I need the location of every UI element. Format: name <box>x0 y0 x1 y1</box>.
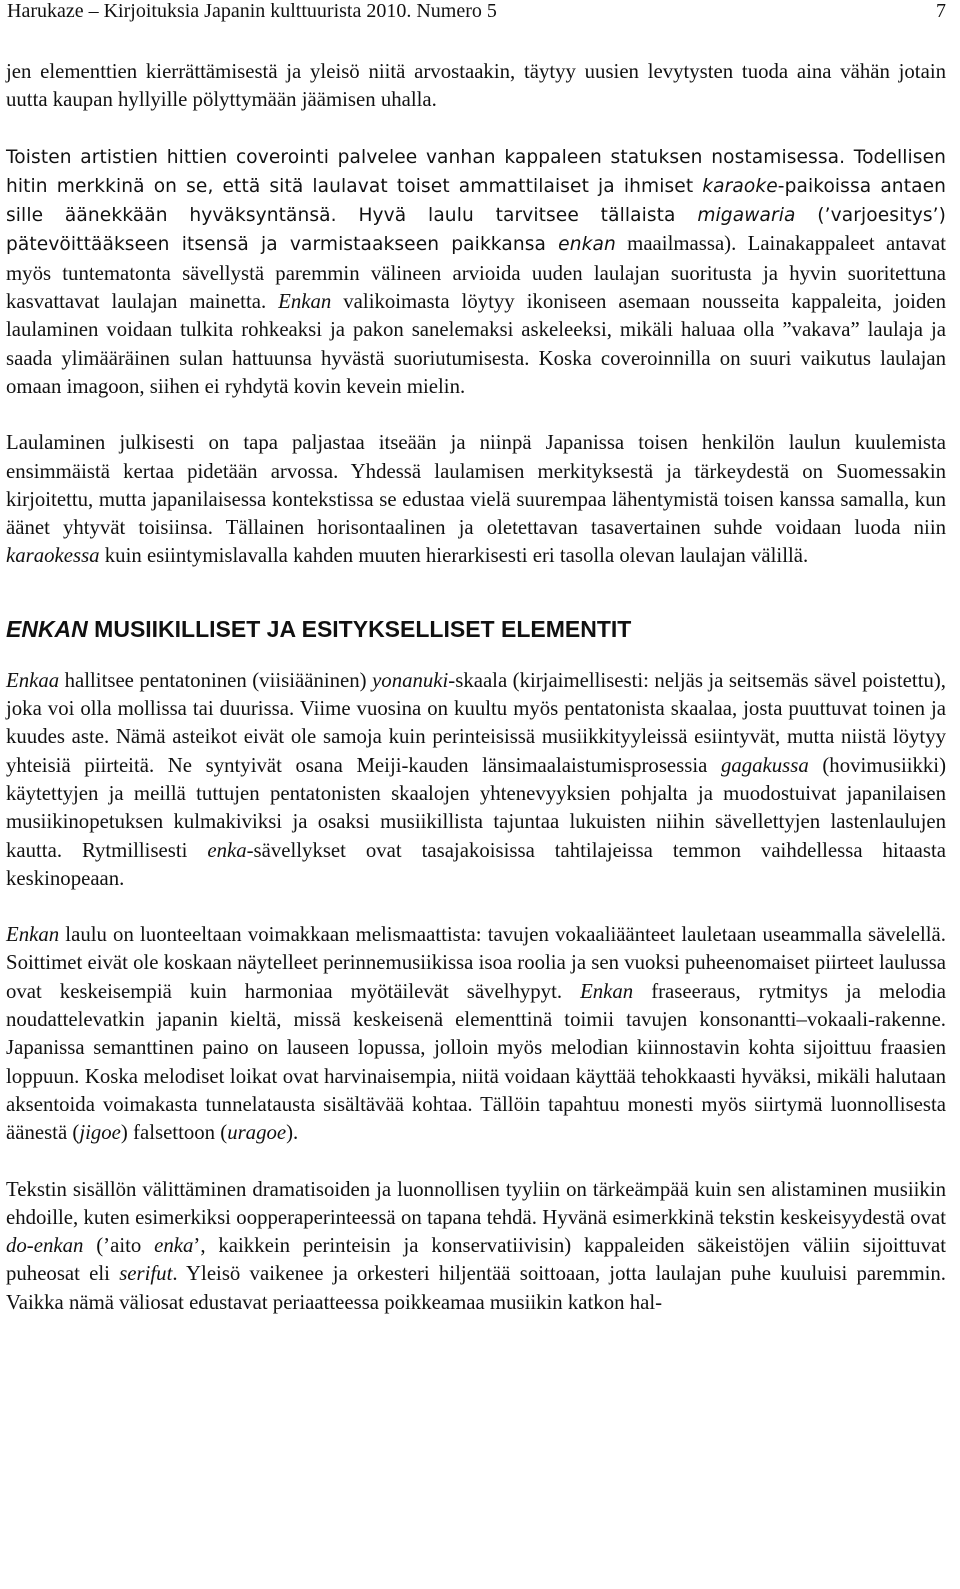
paragraph-1: jen elementtien kierrättämisestä ja yleisö niitä arvostaakin, täytyy uusien levytysten tuoda aina vähän jotain uutta kaupan hyllyille pölyttymään jäämisen uhalla. <box>6 60 946 112</box>
paragraph-2-sans-text: Toisten artistien hittien coverointi palvelee vanhan kappaleen statuksen nostamisessa. Todellisen hitin merkkinä on se, että sitä laulavat toiset ammattilaiset ja ihmiset karaoke-paikoissa antaen sille äänekkään hyväksyntänsä. <box>6 146 947 227</box>
paragraph-5: Enkan laulu on luonteeltaan voimakkaan melismaattista: tavujen vokaaliäänteet lauletaan useammalla sävelellä. Soittimet eivät ole koskaan näytelleet perinnemusiikissa isoa roolia ja sen vuoksi puheenomaiset piirteet laulussa ovat keskeisempiä kuin harmoniaa myötäilevät sävelhypyt. Enkan fraseeraus, rytmitys ja melodia noudattelevatkin japanin kieltä, missä keskeisenä elementtinä toimii tavujen konsonantti–vokaali-rakenne. Japanissa semanttinen paino on lauseen lopussa, jolloin myös melodian kiinnostavin kohta sijoittuu fraasien loppuun. Koska melodiset loikat ovat harvinaisempia, niitä voidaan käyttää tehokkaasti hyväksi, mikäli halutaan aksentoida voimakasta tunnelatausta sisältävää kohtaa. Tällöin tapahtuu monesti myös siirtymä luonnollisesta äänestä (jigoe) falsettoon (uragoe). <box>6 923 947 1145</box>
paragraph-3: Laulaminen julkisesti on tapa paljastaa itseään ja niinpä Japanissa toisen henkilön laulun kuulemista ensimmäistä kertaa pidetään arvossa. Yhdessä laulamisen merkityksestä ja tärkeydestä on Suomessakin kirjoitettu, mutta japanilaisessa kontekstissa se edustaa vielä suurempaa lähentymistä toisen kanssa samalla, kun äänet yhtyvät toisiinsa. Tällainen horisontaalinen ja oletettavan tasavertainen suhde voidaan luoda niin karaokessa kuin esiintymislavalla kahden muuten hierarkisesti eri tasolla olevan laulajan välillä. <box>6 431 946 568</box>
paragraph-2: Toisten artistien hittien coverointi palvelee vanhan kappaleen statuksen nostamisessa. Todellisen hitin merkkinä on se, että sitä laulavat toiset ammattilaiset ja ihmiset karaoke-paikoissa antaen sille äänekkään hyväksyntänsä. Hyvä laulu tarvitsee tällaista migawaria (’varjoesitys’) pätevöittääkseen itsensä ja varmistaakseen paikkansa enkan maailmassa). Lainakappaleet antavat myös tuntematonta sävellystä paremmin välineen arvioida uuden laulajan suoritusta ja hyvin suoritettuna kasvattavat laulajan mainetta. Enkan valikoimasta löytyy ikoniseen asemaan nousseita kappaleita, joiden laulaminen voidaan tulkita rohkeaksi ja pakon sanelemaksi askeleeksi, mikäli haluaa olla ”vakava” laulaja ja saada ylimääräinen sulan hattuunsa hyvästä suoriutumisesta. Koska coveroinnilla on suuri vaikutus laulajan omaan imagoon, siihen ei ryhdytä kovin kevein mielin. <box>6 146 947 398</box>
section-heading: ENKAN MUSIIKILLISET JA ESITYKSELLISET ELEMENTIT <box>6 615 632 642</box>
paragraph-4: Enkaa hallitsee pentatoninen (viisiääninen) yonanuki-skaala (kirjaimellisesti: neljäs ja seitsemäs sävel poistettu), joka voi olla mollissa tai duurissa. Viime vuosina on kuultu myös pentatonista skaalaa, josta puuttuvat toinen ja kuudes aste. Nämä asteikot eivät ole samoja kuin perinteisissä musiikkityyleissä esiintyvät, mutta niistä löytyy yhteisiä piirteitä. Ne syntyivät osana Meiji-kauden länsimaalaistumisprosessia gagakussa (hovimusiikki) käytettyjen ja meillä tuttujen pentatonisten skaalojen yhtenevyyksien pohjalta ja muodostuivat japanilaisen musiikinopetuksen kulmakiviksi ja osaksi musiikillista tajuntaa lukuisten niihin sävellettyjen lastenlaulujen kautta. Rytmillisesti enka-sävellykset ovat tasajakoisissa tahtilajeissa temmon vaihdellessa hitaasta keskinopeaan. <box>6 668 946 890</box>
header-title: Harukaze – Kirjoituksia Japanin kulttuurista 2010. Numero 5 <box>7 0 497 22</box>
paragraph-6: Tekstin sisällön välittäminen dramatisoiden ja luonnollisen tyyliin on tärkeämpää kuin sen alistaminen musiikin ehdoille, kuten esimerkiksi oopperaperinteessä on tapana tehdä. Hyvänä esimerkkinä tekstin keskeisyydestä ovat do-enkan (’aito enka’, kaikkein perinteisin ja konservatiivisin) kappaleiden säkeistöjen väliin sijoittuvat puheosat eli serifut. Yleisö vaikenee ja orkesteri hiljentää soittoaan, jotta laulajan puhe kuuluisi paremmin. Vaikka nämä väliosat edustavat periaatteessa poikkeamaa musiikin katkon hal- <box>6 1177 946 1314</box>
page-number: 7 <box>936 0 946 22</box>
running-header <box>7 0 946 34</box>
body-text <box>6 58 946 1317</box>
